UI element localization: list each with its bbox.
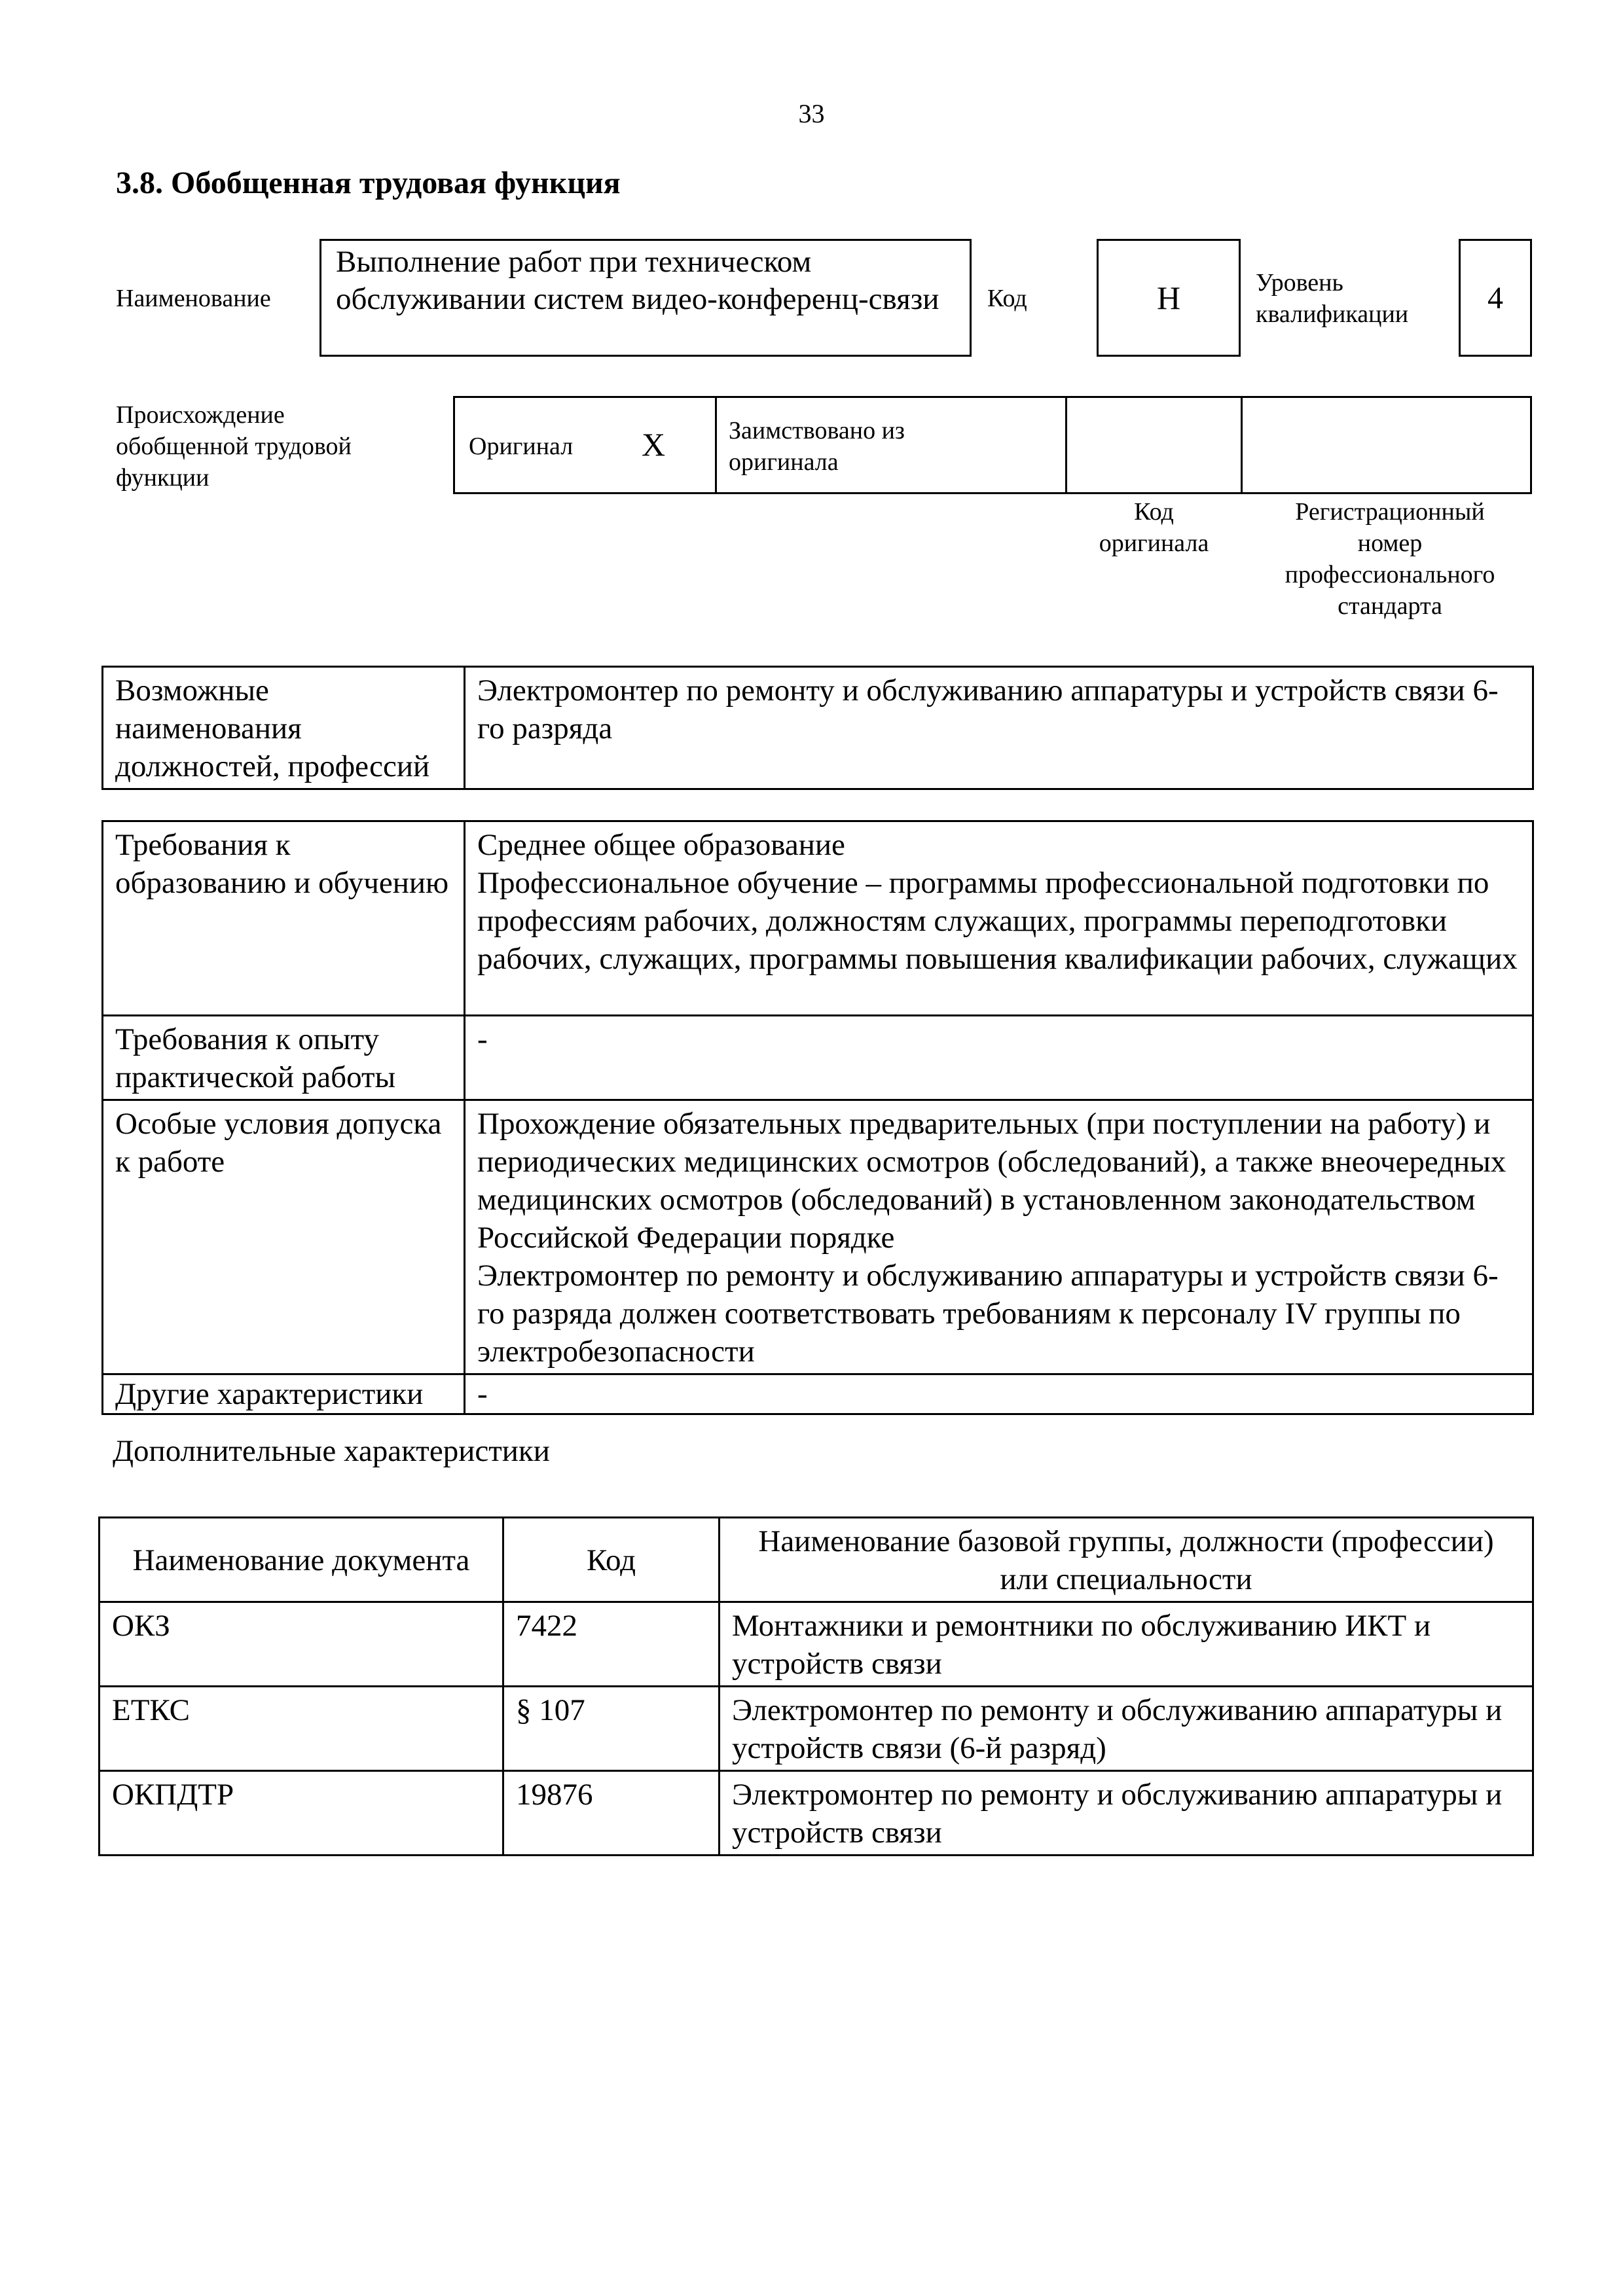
positions-row (103, 667, 1533, 789)
code-original-caption: Код оригинала (1099, 498, 1209, 557)
table-cell: 7422 (503, 1602, 720, 1687)
positions-table (101, 666, 1534, 790)
column-header: Наименование документа (100, 1518, 503, 1602)
name-label: Наименование (116, 285, 271, 312)
origin-divider-2 (1065, 396, 1067, 494)
requirement-label: Другие характеристики (103, 1374, 465, 1414)
requirement-row (103, 821, 1533, 1016)
additional-table (98, 1516, 1534, 1856)
requirement-value: - (465, 1374, 1533, 1414)
table-cell: § 107 (503, 1687, 720, 1771)
table-cell: 19876 (503, 1771, 720, 1856)
origin-divider-1 (715, 396, 717, 494)
origin-label: Происхождение обобщенной трудовой функции (116, 401, 352, 492)
table-header-row (100, 1518, 1533, 1602)
positions-value: Электромонтер по ремонту и обслуживанию аппаратуры и устройств связи 6-го разряда (465, 667, 1533, 789)
requirement-row (103, 1100, 1533, 1374)
section-title: 3.8. Обобщенная трудовая функция (116, 166, 621, 200)
borrowed-label: Заимствовано из оригинала (729, 417, 905, 476)
code-value-box (1097, 239, 1241, 357)
table-row (100, 1687, 1533, 1771)
requirement-row (103, 1016, 1533, 1100)
table-row (100, 1602, 1533, 1687)
original-mark: X (642, 426, 666, 463)
origin-table (453, 396, 1532, 494)
requirement-row (103, 1374, 1533, 1414)
requirement-value: Среднее общее образование Профессиональное обучение – программы профессиональной подготовки по профессиям рабочих, должностям служащих, программы переподготовки рабочих, служащих, программы повышения квалификации рабочих, служащих (465, 821, 1533, 1016)
table-cell: ОКПДТР (100, 1771, 503, 1856)
level-value: 4 (1487, 280, 1503, 315)
table-cell: ЕТКС (100, 1687, 503, 1771)
requirements-table (101, 820, 1534, 1415)
table-cell: Электромонтер по ремонту и обслуживанию аппаратуры и устройств связи (720, 1771, 1533, 1856)
positions-label: Возможные наименования должностей, профессий (103, 667, 465, 789)
level-label: Уровень квалификации (1256, 269, 1409, 328)
additional-title: Дополнительные характеристики (113, 1434, 550, 1468)
requirement-value: - (465, 1016, 1533, 1100)
table-cell: Электромонтер по ремонту и обслуживанию аппаратуры и устройств связи (6-й разряд) (720, 1687, 1533, 1771)
column-header: Код (503, 1518, 720, 1602)
original-label: Оригинал (469, 433, 574, 460)
name-value-box (319, 239, 972, 357)
requirement-label: Особые условия допуска к работе (103, 1100, 465, 1374)
column-header: Наименование базовой группы, должности (профессии) или специальности (720, 1518, 1533, 1602)
reg-number-caption: Регистрационный номер профессионального стандарта (1285, 498, 1495, 620)
requirement-label: Требования к опыту практической работы (103, 1016, 465, 1100)
level-value-box (1459, 239, 1532, 357)
table-cell: Монтажники и ремонтники по обслуживанию ИКТ и устройств связи (720, 1602, 1533, 1687)
name-value: Выполнение работ при техническом обслуживании систем видео-конференц-связи (336, 245, 939, 316)
origin-divider-3 (1241, 396, 1243, 494)
requirement-value: Прохождение обязательных предварительных (при поступлении на работу) и периодических медицинских осмотров (обследований), а также внеочередных медицинских осмотров (обследований) в установленном законодательством Российской Федерации порядке Электромонтер по ремонту и обслуживанию аппаратуры и устройств связи 6-го разряда должен соответствовать требованиям к персоналу IV группы по электробезопасности (465, 1100, 1533, 1374)
requirement-label: Требования к образованию и обучению (103, 821, 465, 1016)
table-row (100, 1771, 1533, 1856)
code-value: H (1156, 279, 1181, 316)
code-label: Код (987, 285, 1027, 312)
table-cell: ОКЗ (100, 1602, 503, 1687)
page-number: 33 (798, 99, 825, 128)
